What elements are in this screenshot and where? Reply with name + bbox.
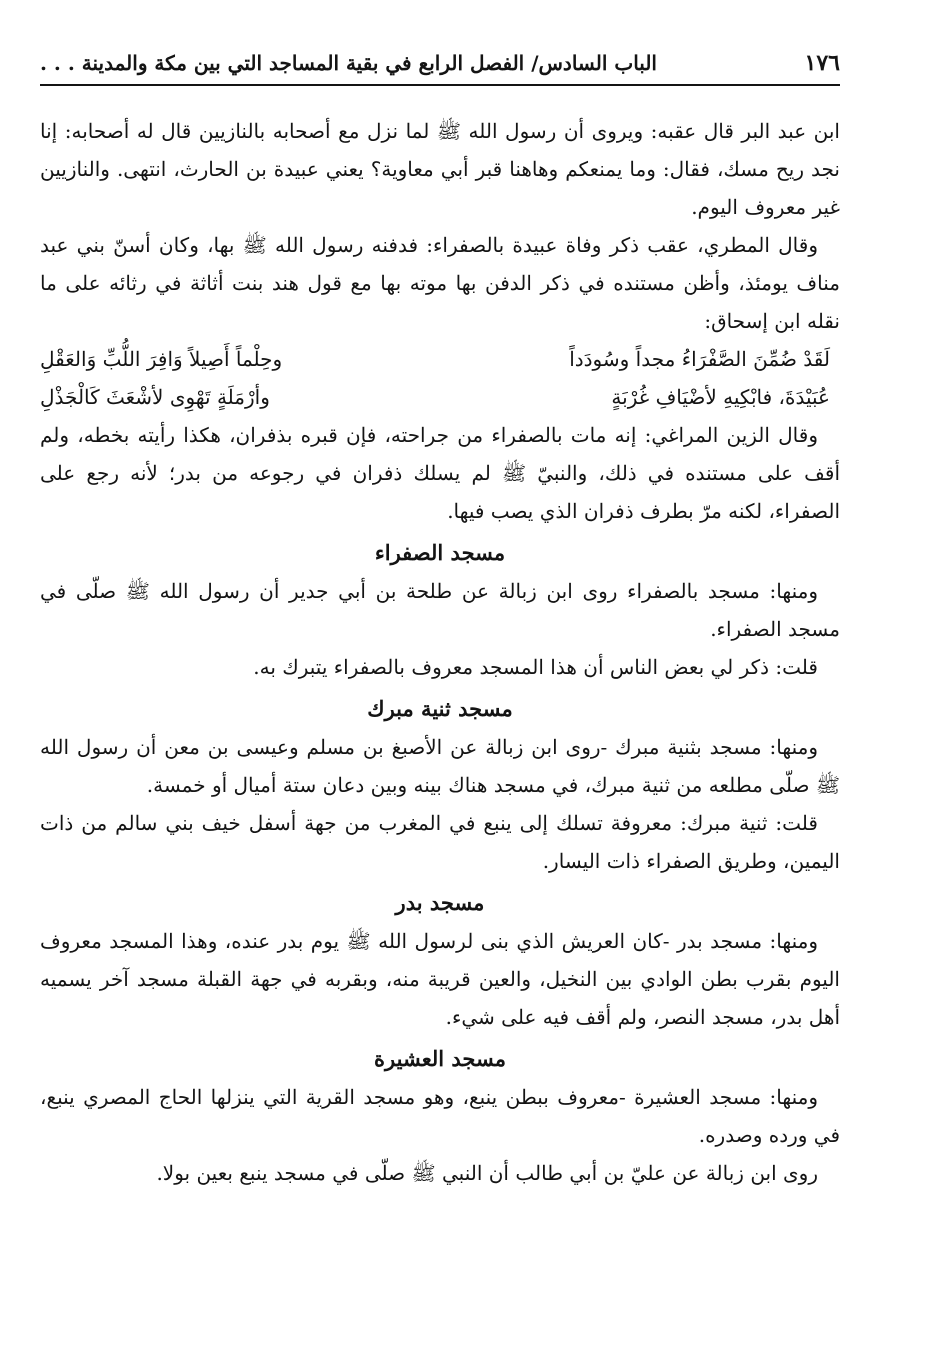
verse-line xyxy=(40,340,840,378)
paragraph: ابن عبد البر قال عقبه: ويروى أن رسول الله ﷺ لما نزل مع أصحابه بالنازيين قال له أصحابه: إنا نجد ريح مسك، فقال: وما يمنعكم وهاهنا قبر أبي معاوية؟ يعني عبيدة بن الحارث، انتهى. والنازيين غير معروف اليوم. xyxy=(40,119,840,219)
running-title: الباب السادس/ الفصل الرابع في بقية المساجد التي بين مكة والمدينة . . . xyxy=(40,51,657,75)
paragraph: وقال المطري، عقب ذكر وفاة عبيدة بالصفراء: فدفنه رسول الله ﷺ بها، وكان أسنّ بني عبد مناف يومئذ، وأظن مستنده في ذكر الدفن بها موته بها مع قول هند بنت أثاثة في رثائه على ما نقله ابن إسحاق: xyxy=(40,233,840,333)
paragraph: قلت: ثنية مبرك: معروفة تسلك إلى ينبع في المغرب من جهة أسفل خيف بني سالم من ذات اليمين، وطريق الصفراء ذات اليسار. xyxy=(40,811,840,873)
verse-line xyxy=(40,378,840,416)
section-heading: مسجد الصفراء xyxy=(374,540,506,565)
verse-hemistich-left: وحِلْماً أَصِيلاً وَافِرَ اللُّبِّ وَالعَقْلِ xyxy=(40,347,283,371)
paragraph: روى ابن زبالة عن عليّ بن أبي طالب أن النبي ﷺ صلّى في مسجد ينبع بعين بولا. xyxy=(156,1161,818,1185)
section-heading: مسجد العشيرة xyxy=(374,1046,506,1071)
verse-hemistich-right: لَقَدْ ضُمِّنَ الصَّفْرَاءُ مجداً وسُودَداً xyxy=(569,347,830,371)
paragraph: ومنها: مسجد بثنية مبرك -روى ابن زبالة عن الأصبغ بن مسلم وعيسى بن معن أن رسول الله ﷺ صلّى مطلعه من ثنية مبرك، في مسجد هناك بينه وبين دعان ستة أميال أو خمسة. xyxy=(40,735,840,797)
paragraph: قلت: ذكر لي بعض الناس أن هذا المسجد معروف بالصفراء يتبرك به. xyxy=(253,655,818,679)
paragraph: ومنها: مسجد العشيرة -معروف ببطن ينبع، وهو مسجد القرية التي ينزلها الحاج المصري ينبع، في ورده وصدره. xyxy=(40,1085,840,1147)
verse-hemistich-left: وأرْمَلَةٍ تَهْوِى لأشْعَثَ كَالْجَذْلِ xyxy=(40,385,270,409)
section-heading: مسجد بدر xyxy=(395,890,485,915)
paragraph: ومنها: مسجد بدر -كان العريش الذي بنى لرسول الله ﷺ يوم بدر عنده، وهذا المسجد معروف اليوم بقرب بطن الوادي بين النخيل، والعين قريبة منه، وبقربه في جهة القبلة مسجد آخر يسميه أهل بدر، مسجد النصر، ولم أقف فيه على شيء. xyxy=(40,929,840,1029)
running-header xyxy=(40,50,840,86)
paragraph: وقال الزين المراغي: إنه مات بالصفراء من جراحته، فإن قبره بذفران، هكذا رأيته بخطه، ولم أقف على مستنده في ذلك، والنبيّ ﷺ لم يسلك ذفران في رجوعه من بدر؛ لأنه رجع على الصفراء، لكنه مرّ بطرف ذفران الذي يصب فيها. xyxy=(40,423,840,523)
poem xyxy=(40,340,840,416)
page-body xyxy=(40,112,840,1192)
section-heading: مسجد ثنية مبرك xyxy=(367,696,513,721)
verse-hemistich-right: عُبَيْدَةَ، فابْكِيهِ لأضْيَافِ غُرْبَةٍ xyxy=(611,385,830,409)
book-page xyxy=(40,50,840,1192)
page-number: ١٧٦ xyxy=(804,50,840,76)
paragraph: ومنها: مسجد بالصفراء روى ابن زبالة عن طلحة بن أبي جدير أن رسول الله ﷺ صلّى في مسجد الصفراء. xyxy=(40,579,840,641)
